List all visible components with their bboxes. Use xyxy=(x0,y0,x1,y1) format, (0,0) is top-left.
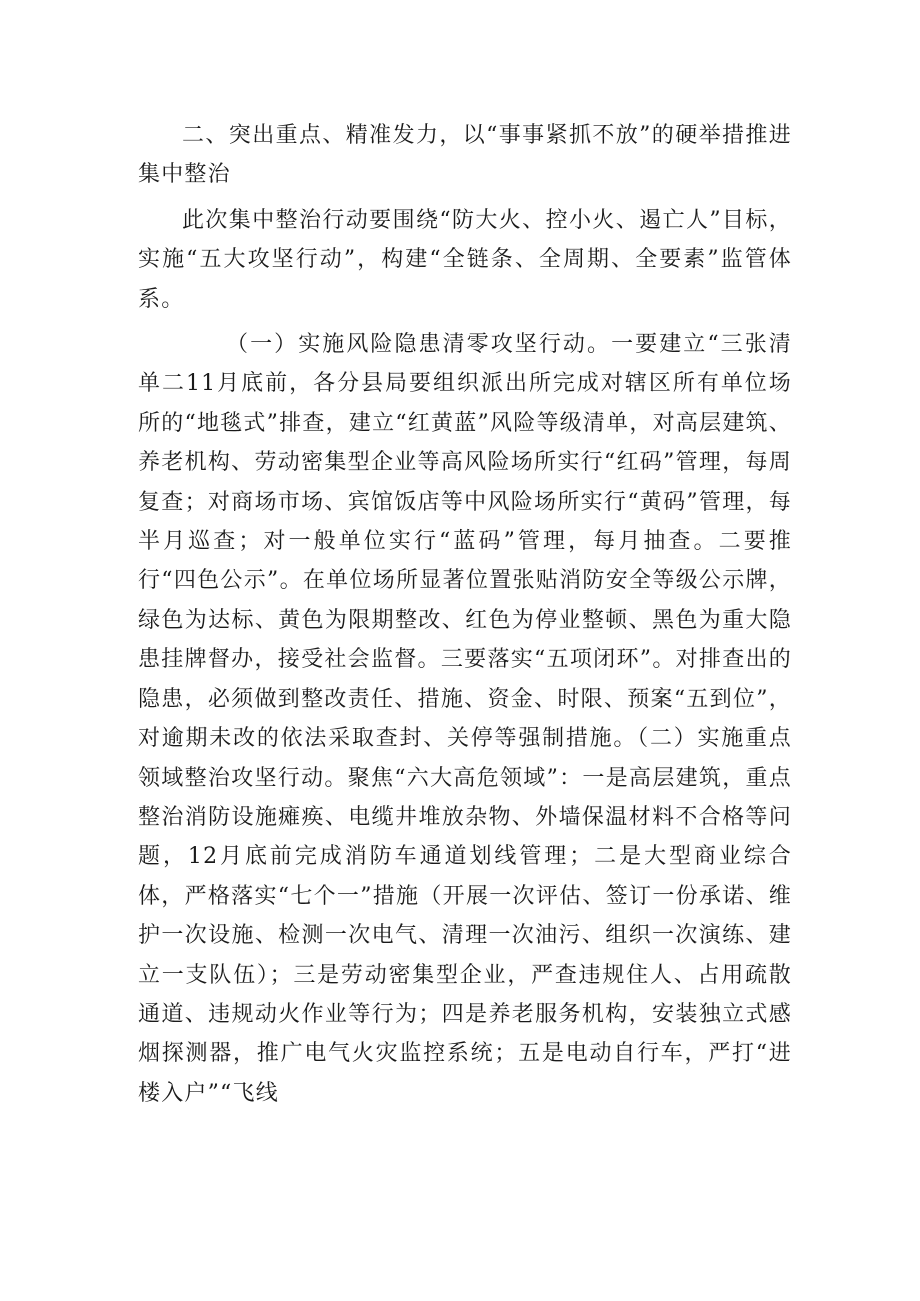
section-heading: 二、突出重点、精准发力，以“事事紧抓不放”的硬举措推进集中整治 xyxy=(138,123,792,188)
intro-paragraph: 此次集中整治行动要围绕“防大火、控小火、遏亡人”目标，实施“五大攻坚行动”，构建“全链条、全周期、全要素”监管体系。 xyxy=(138,207,792,312)
document-body xyxy=(138,116,792,1113)
body-paragraph: （一）实施风险隐患清零攻坚行动。一要建立“三张清单二11月底前，各分县局要组织派出所完成对辖区所有单位场所的“地毯式”排查，建立“红黄蓝”风险等级清单，对高层建筑、养老机构、劳动密集型企业等高风险场所实行“红码”管理，每周复查；对商场市场、宾馆饭店等中风险场所实行“黄码”管理，每半月巡查；对一般单位实行“蓝码”管理，每月抽查。二要推行“四色公示”。在单位场所显著位置张贴消防安全等级公示牌，绿色为达标、黄色为限期整改、红色为停业整顿、黑色为重大隐患挂牌督办，接受社会监督。三要落实“五项闭环”。对排查出的隐患，必须做到整改责任、措施、资金、时限、预案“五到位”，对逾期未改的依法采取查封、关停等强制措施。（二）实施重点领域整治攻坚行动。聚焦“六大高危领域”：一是高层建筑，重点整治消防设施瘫痪、电缆井堆放杂物、外墙保温材料不合格等问题，12月底前完成消防车通道划线管理；二是大型商业综合体，严格落实“七个一”措施（开展一次评估、签订一份承诺、维护一次设施、检测一次电气、清理一次油污、组织一次演练、建立一支队伍）；三是劳动密集型企业，严查违规住人、占用疏散通道、违规动火作业等行为；四是养老服务机构，安装独立式感烟探测器，推广电气火灾监控系统；五是电动自行车，严打“进楼入户”“飞线 xyxy=(138,332,792,1106)
